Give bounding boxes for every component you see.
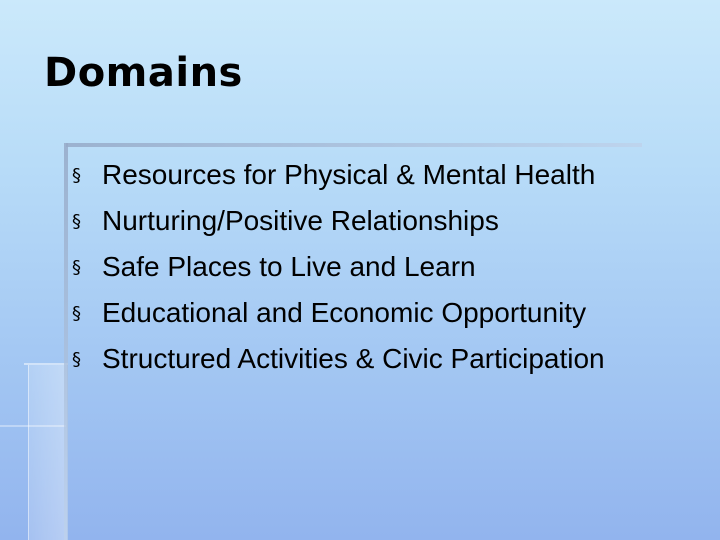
bullet-marker-icon: §: [72, 348, 81, 370]
bullet-marker-icon: §: [72, 302, 81, 324]
bullet-item: [72, 244, 605, 290]
horizontal-rule: [66, 143, 642, 147]
bullet-text: Resources for Physical & Mental Health: [102, 159, 596, 190]
slide-title: Domains: [44, 50, 243, 96]
bullet-marker-icon: §: [72, 164, 81, 186]
bullet-text: Educational and Economic Opportunity: [102, 297, 587, 328]
bullet-text: Structured Activities & Civic Participation: [102, 343, 605, 374]
bullet-marker-icon: §: [72, 210, 81, 232]
bullet-item: [72, 198, 605, 244]
decorative-panel: [28, 365, 67, 540]
bullet-item: [72, 152, 605, 198]
bullet-list: [72, 152, 605, 382]
decorative-line: [24, 363, 68, 365]
bullet-marker-icon: §: [72, 256, 81, 278]
bullet-text: Nurturing/Positive Relationships: [102, 205, 499, 236]
bullet-item: [72, 336, 605, 382]
bullet-text: Safe Places to Live and Learn: [102, 251, 476, 282]
vertical-rule: [64, 143, 68, 540]
decorative-line: [0, 425, 66, 427]
bullet-item: [72, 290, 605, 336]
